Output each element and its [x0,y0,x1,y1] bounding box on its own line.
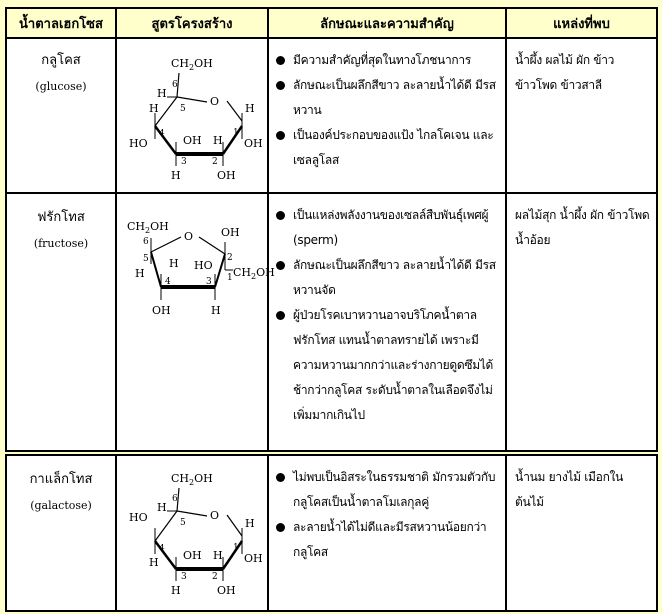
svg-text:H: H [157,87,167,100]
svg-text:1: 1 [233,128,239,138]
svg-text:3: 3 [206,277,212,287]
structure-cell [117,194,275,450]
list-item: ลักษณะเป็นผลึกสีขาว ละลายน้ำได้ดี มีรสหวานจัด [293,253,499,303]
svg-text:HO: HO [129,137,148,150]
svg-text:HO: HO [194,259,213,272]
glucose-structure-diagram [117,39,265,189]
list-item: เป็นแหล่งพลังงานของเซลล์สืบพันธุ์เพศผู้ (sperm) [293,203,499,253]
properties-list [269,456,505,565]
svg-text:OH: OH [183,549,202,562]
svg-text:H: H [149,556,159,569]
sugar-name-thai: ฟรักโทส [37,210,85,225]
list-item: เป็นองค์ประกอบของแป้ง ไกลโคเจน และเซลลูโลส [293,123,499,173]
svg-text:H: H [171,169,181,182]
svg-text:H: H [211,304,221,317]
fructose-structure-diagram [117,194,275,344]
svg-text:H: H [135,267,145,280]
svg-text:O: O [210,509,220,522]
sugar-name-english: (fructose) [33,237,89,250]
svg-text:OH: OH [221,226,240,239]
svg-text:O: O [184,230,194,243]
svg-text:H: H [171,584,181,597]
ring-oxygen-label: O [210,95,220,108]
properties-list [269,39,505,173]
sources-cell [507,194,658,450]
properties-cell [269,456,507,610]
header-structure: สูตรโครงสร้าง [117,9,269,37]
svg-text:H: H [169,257,179,270]
hexose-table [5,7,656,608]
properties-list [269,194,505,428]
svg-text:CH2OH: $CH_2OH$ [127,220,169,235]
structure-cell [117,456,269,610]
svg-text:4: 4 [159,544,165,554]
svg-text:2: 2 [212,157,218,167]
svg-text:H: H [213,549,223,562]
sources-text: น้ำผึ้ง ผลไม้ ผัก ข้าว ข้าวโพด ข้าวสาลี [515,53,615,92]
svg-text:5: 5 [180,518,186,528]
header-name: น้ำตาลเฮกโซส [7,9,117,37]
glucose-ch2oh-label: $CH_2OH$ [171,57,213,72]
svg-text:4: 4 [165,277,171,287]
sugar-name-cell [7,39,117,192]
svg-text:OH: OH [152,304,171,317]
svg-text:OH: OH [244,137,263,150]
svg-text:5: 5 [143,254,149,264]
properties-cell [269,194,507,450]
sources-cell [507,456,658,610]
svg-text:6: 6 [172,494,178,504]
svg-text:4: 4 [159,129,165,139]
svg-text:1: 1 [233,543,239,553]
sugar-name-cell [7,194,117,450]
sources-text: น้ำนม ยางไม้ เมือกในต้นไม้ [515,470,624,509]
properties-cell [269,39,507,192]
list-item: ไม่พบเป็นอิสระในธรรมชาติ มักรวมตัวกับกลูโคสเป็นน้ำตาลโมเลกุลคู่ [293,465,499,515]
svg-text:2: 2 [227,253,233,263]
svg-text:OH: OH [217,584,236,597]
svg-text:OH: OH [183,134,202,147]
table-row [5,454,658,612]
svg-text:6: 6 [172,80,178,90]
galactose-structure-diagram [117,456,265,606]
svg-text:H: H [149,102,159,115]
svg-text:CH2OH: $CH_2OH$ [171,472,213,487]
header-sources: แหล่งที่พบ [507,9,658,37]
sugar-name-english: (galactose) [30,499,92,512]
svg-text:1: 1 [227,273,233,283]
svg-text:3: 3 [181,157,187,167]
sources-cell [507,39,658,192]
table-row [7,39,658,194]
svg-text:6: 6 [143,237,149,247]
svg-text:HO: HO [129,511,148,524]
svg-text:H: H [245,102,255,115]
sources-text: ผลไม้สุก น้ำผึ้ง ผัก ข้าวโพด น้ำอ้อย [515,208,650,247]
svg-text:H: H [245,517,255,530]
header-properties: ลักษณะและความสำคัญ [269,9,507,37]
sugar-name-cell [7,456,117,610]
sugar-name-english: (glucose) [35,80,87,93]
header-row [7,9,658,39]
table-grid [5,7,658,452]
svg-text:OH: OH [244,552,263,565]
svg-text:H: H [157,501,167,514]
sugar-name-thai: กลูโคส [41,53,81,68]
svg-text:H: H [213,134,223,147]
svg-text:3: 3 [181,572,187,582]
table-row [7,194,658,452]
list-item: มีความสำคัญที่สุดในทางโภชนาการ [293,48,499,73]
list-item: ลักษณะเป็นผลึกสีขาว ละลายน้ำได้ดี มีรสหวาน [293,73,499,123]
sugar-name-thai: กาแล็กโทส [29,472,93,487]
svg-text:5: 5 [180,104,186,114]
list-item: ละลายน้ำได้ไม่ดีและมีรสหวานน้อยกว่ากลูโคส [293,515,499,565]
galactose-row [7,456,658,612]
list-item: ผู้ป่วยโรคเบาหวานอาจบริโภคน้ำตาลฟรักโทส แทนน้ำตาลทรายได้ เพราะมีความหวานมากกว่าและร่างกายดูดซึมได้ช้ากว่ากลูโคส ระดับน้ำตาลในเลือดจึงไม่เพิ่มมากเกินไป [293,303,499,428]
svg-text:OH: OH [217,169,236,182]
svg-text:2: 2 [212,572,218,582]
svg-text:CH2OH: $CH_2OH$ [233,266,275,281]
structure-cell [117,39,269,192]
